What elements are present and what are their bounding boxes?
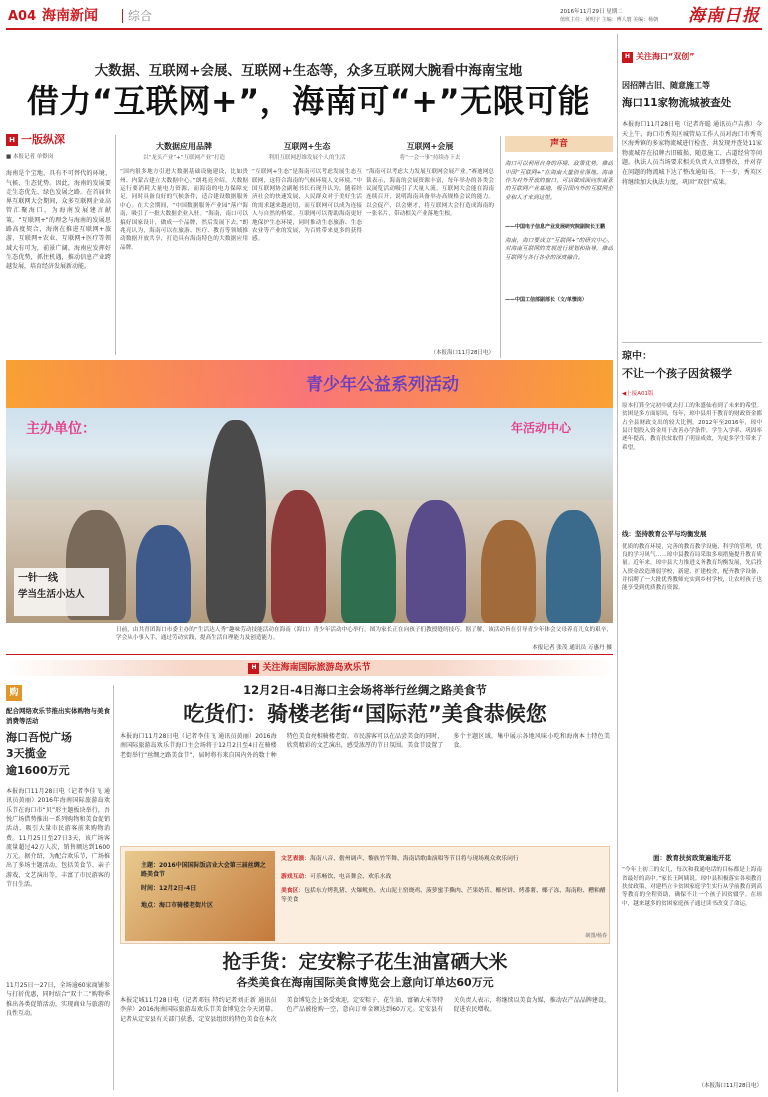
story-tag <box>622 52 762 63</box>
info-row: 游戏互动：可乐畅饮、电音舞会、欢乐水战 <box>281 874 392 880</box>
tag-icon: H <box>6 134 18 146</box>
story-body: 原本打算全完初中就去打工的朱盛仙看到了未来的希望。贫困是多方面原因，每年，琼中县用于教育的财政资金都占全县财政支出的较大比例。2012年至2016年，琼中县计划投入资金用于改善办学条件，学生入学率、巩固率逐年提高，教育扶贫取得了明显成效，为更多学生带来了希望。 <box>622 402 762 451</box>
editor-line: 值班主任：黄明宇 主编：傅人寰 美编：杨朝 <box>560 17 659 23</box>
divider <box>113 685 114 1090</box>
info-row-label: 文艺表演 <box>281 856 305 862</box>
info-time-label: 时间： <box>141 885 160 892</box>
travel-strip <box>6 660 613 676</box>
story-headline: 海口11家物流城被查处 <box>622 96 732 109</box>
info-row-text: 海南八音、儋州调声、黎族竹竿舞、海南话歌曲演唱等节目将与现场观众欢乐同行 <box>310 856 519 862</box>
masthead-logo: 海南日报 <box>688 6 760 26</box>
person-figure <box>481 520 536 623</box>
tag-icon: H <box>248 663 259 674</box>
story-subhead: 面：教育扶贫政策遍地开花 <box>653 853 731 862</box>
travel-mid-body: 本报海口11月28日电（记者李佳飞 通讯员黄丽）2016海南国际旅游岛欢乐节海口主会场将于12月2日至4日在骑楼老街举行“丝绸之路美食节”，届时将有来自国内外的数十种特色美食亮相骑楼老街。市民游客可以在品尝美食的同时，欣赏精彩的文艺演出，感受浓厚的节日氛围。美食节设置了多个主题区域，集中展示各地风味小吃和海南本土特色美食。 <box>120 733 610 759</box>
tag-icon: H <box>622 52 633 63</box>
lead-column-3 <box>366 142 494 357</box>
info-theme: 主题：2016中国国际饭店业大会第三届丝绸之路美食节 <box>141 862 266 878</box>
subsection-name: 综合 <box>128 9 153 23</box>
column-title: 互联网+会展 <box>406 142 454 151</box>
photo-credit: 本报记者 张茂 通讯员 万惠丹 摄 <box>532 645 612 651</box>
quote-body-2: 海南，海口要成立“互联网+”的研究中心，对海南互联网的发展进行规划和指导，推动互联网与各行各业的深度融合。 <box>505 237 613 261</box>
column-subtitle: 将“一会一事”持续办下去 <box>399 154 461 161</box>
date-line: 2016年11月29日 星期二 <box>560 9 623 15</box>
story-headline: 不让一个孩子因贫辍学 <box>622 366 732 380</box>
photo-caption: 日前，由共青团海口市委主办的“生活达人秀”趣味劳动技能活动在海南（海口）青少年活动中心举行，图为家长正在向孩子们教授缝纫技巧。据了解，该活动旨在引导青少年体会父母养育儿女的艰辛，学会从小事入手，通过劳动实践，提高生活自理能力及创造能力。 <box>116 627 612 642</box>
right-mid-story <box>622 350 762 1090</box>
sidebar-tag-label: 一版纵深 <box>21 133 65 146</box>
divider <box>115 135 116 355</box>
bottom-body: 本报定城11月28日电（记者邓钰 特约记者刘正新 通讯员李萍）2016海南国际旅游岛欢乐节美食博览会今天闭幕。记者从定安县有关部门获悉，定安县组织的特色美食在本次美食博览会上备受欢迎，定安粽子、花生油、富硒大米等特色产品被抢购一空，意向订单金额达到60万元。定安县有关负责人表示，将继续以美食为媒，推动农产品品牌建设，促进农民增收。 <box>120 997 610 1023</box>
quote-box-title <box>505 136 613 152</box>
column-subtitle: 以“龙头产业”+“互联网产业”打造 <box>142 154 225 161</box>
bottom-headline: 抢手货：定安粽子花生油富硒大米 <box>222 951 508 973</box>
person-figure <box>271 490 326 623</box>
caption-tag: 一针一线 <box>18 573 58 584</box>
story-kicker: 琼中： <box>622 351 652 362</box>
divider <box>617 34 618 1092</box>
person-figure <box>206 420 266 623</box>
story-headline: 逾1600万元 <box>6 764 70 778</box>
news-photo <box>6 360 613 623</box>
info-credit: 制图/杨春 <box>585 933 607 939</box>
banner-text: 青少年公益系列活动 <box>306 375 459 395</box>
story-body: 优质的教育环境，完善的教育教学设施，科学的管理，优良的学习风气……琼中县教育局采取多项措施提升教育质量。近年来，琼中县大力推进义务教育均衡发展，先后投入资金改造薄弱学校，新建、扩建校舍，配齐教学设备，并招聘了一大批优秀教师充实到乡村学校，让农村孩子也能享受到优质教育资源。 <box>622 543 762 592</box>
event-info-box <box>120 846 610 944</box>
end-note: （本报海口11月28日电） <box>430 350 494 357</box>
story-body: 11月25日一27日，全场逾60家商铺参与打折优惠，同时结合“双十二”购物季推出各类促销活动，实现商业与旅游的良性互动。 <box>6 982 110 1017</box>
info-time-value: 12月2日-4日 <box>159 885 197 892</box>
story-tag-label: 关注海口“双创” <box>636 52 695 62</box>
info-row: 美食区：包括东方烤乳猪、火爆鱿鱼、火山泥土窑烧鸡、菠萝蜜手撕肉、芒果奶昔、椰丝饼、烤番薯、椰子冻、海南粉、糟粕醋等美食 <box>281 888 606 903</box>
quote-attribution: ——中国电子信息产业发展研究院副院长王鹏 <box>505 224 606 231</box>
banner-right-text: 年活动中心 <box>511 421 572 435</box>
info-row-label: 游戏互动 <box>281 874 305 880</box>
story-headline: 海口吾悦广场 <box>6 730 72 744</box>
strip-title: 关注海南国际旅游岛欢乐节 <box>262 662 371 673</box>
right-top-story <box>622 52 762 342</box>
travel-mid-headline: 吃货们：骑楼老街“国际范”美食恭候您 <box>183 702 547 726</box>
caption-sub: 学当生活小达人 <box>18 588 85 600</box>
travel-left-story <box>6 685 110 1085</box>
divider <box>622 342 762 343</box>
lead-sidebar <box>6 133 111 355</box>
lead-kicker: 大数据、互联网+会展、互联网+生态等，众多互联网大腕看中海南宝地 <box>94 63 523 79</box>
story-body: “今年上初三的女儿，每次和我通电话的目标都是上海南省最好的高中。”家长王阿姨说。琼中县积极落实各项教育扶贫政策，对建档立卡贫困家庭学生实行从学前教育到高等教育的全程资助，确保不让一个孩子因贫辍学。在琼中，越来越多的贫困家庭孩子通过读书改变了命运。 <box>622 867 762 907</box>
person-figure <box>136 525 191 623</box>
end-note: （本报海口11月28日电） <box>698 1083 762 1090</box>
sidebar-author: ■ 本报记者 单憬岗 <box>6 153 54 160</box>
bottom-kicker: 各类美食在海南国际美食博览会上意向订单达60万元 <box>236 976 494 989</box>
column-title: 互联网+生态 <box>283 142 331 151</box>
story-body: 本报海口11月28日电（记者许聪 通讯员卢吉燕）今天上午，海口市秀英区城管局工作人员对海口市秀英区海秀镇的多家物流城进行检查，共发现并查处11家物流城存在招牌古旧破损、随意施工、占道经营等问题。执法人员当场要求相关负责人立即整改，并对存在问题的物流城下达了整改通知书。下一步，秀英区将继续加大执法力度，巩固“双创”成果。 <box>622 120 762 186</box>
divider <box>6 654 613 655</box>
lead-column-2 <box>252 142 362 354</box>
info-place: 地点：海口市骑楼老街片区 <box>141 902 214 909</box>
column-title: 大数据应用品牌 <box>156 142 212 151</box>
section-name: 海南新闻 <box>42 8 98 24</box>
info-row-text: 可乐畅饮、电音舞会、欢乐水战 <box>310 874 392 880</box>
page-number: A04 <box>8 9 37 24</box>
quote-attribution-2: ——中国工信部副部长（文/单憬岗） <box>505 296 587 303</box>
header-divider <box>122 9 123 23</box>
quote-title: 声音 <box>549 139 568 149</box>
story-subhead: 线：坚持教育公平与均衡发展 <box>622 529 707 538</box>
story-headline: 3天揽金 <box>6 747 47 761</box>
person-figure <box>341 510 396 623</box>
banner-left-text: 主办单位： <box>26 421 96 437</box>
person-figure <box>546 510 601 623</box>
info-row-label: 美食区 <box>281 888 299 894</box>
info-time <box>141 885 269 893</box>
column-subtitle: 利用互联网思维发展个人的生活 <box>268 154 346 161</box>
header-rule <box>6 28 762 30</box>
continued-tag: ◀上接A01版 <box>622 391 654 398</box>
quote-body: 海口可以利用自身的环境、政策优势，推动中国“互联网+”在海南大量创业落地。海南作为对外开放的窗口，可以做成面向东南亚的互联网产业基地，吸引国内外的互联网企业和人才来到这里。 <box>505 161 613 201</box>
sidebar-tag <box>6 133 111 148</box>
shopping-icon: 购 <box>6 685 22 701</box>
lead-headline: 借力“互联网+”，海南可“+”无限可能 <box>26 82 591 120</box>
info-row-text: 包括东方烤乳猪、火爆鱿鱼、火山泥土窑烧鸡、菠萝蜜手撕肉、芒果奶昔、椰丝饼、烤番薯、椰子冻、海南粉、糟粕醋等美食 <box>281 888 606 903</box>
sidebar-body: 海南是个宝地，具有不可替代的环境、气候、生态优势。因此，海南的发展要走生态优先、绿色发展之路。在首届世界互联网大会期间，众多互联网企业高管汇聚海口，为海南发展建言献策。“互联网+”的理念与海南的发展思路高度契合，海南在推进互联网+旅游、互联网+农业、互联网+医疗等领域大有可为，前景广阔。海南应发挥好生态优势，抓住机遇，推动信息产业跨越发展，培育经济发展新动能。 <box>6 170 111 271</box>
travel-mid-kicker: 12月2日-4日海口主会场将举行丝绸之路美食节 <box>243 683 487 697</box>
person-figure <box>406 500 466 623</box>
story-kicker: 因招牌古旧、随意施工等 <box>622 81 710 90</box>
caption-overlay <box>14 568 109 616</box>
info-row: 文艺表演：海南八音、儋州调声、黎族竹竿舞、海南话歌曲演唱等节目将与现场观众欢乐同行 <box>281 856 519 862</box>
lead-column-1 <box>120 142 248 354</box>
column-body: “互联网+生态”是海南可以考虑发展生态互联网，这符合海南的气候环境人文环境。”中国互联网协会副秘书长石现升认为，随着经济社会的快速发展，人民群众对于美好生活的需求越来越迫切，而互联网可以成为连接人与自然的桥梁。互联网可以帮助海南更好地保护生态环境，同时推动生态旅游、生态农业等产业的发展，为百姓带来更多的获得感。 <box>252 169 362 243</box>
column-body: “国内很多地方引进大数据基础设施建设，比如贵州、内蒙古建立大数据中心。”朗兆亮介绍，大数据运行要消耗大量电力资源，而海南的电力保障充足，同时具备良好的气候条件，适合建设数据服务中心。在大会期间，“中国数据服务产业园”落户海南，吸引了一批大数据企业入驻。“海南，南口可以搞好国家设计，做成一个品牌，然后发展下去。”朗兆亮认为，海南可以在旅游、医疗、教育等领域推动数据开放共享，打造具有海南特色的大数据应用品牌。 <box>120 169 248 251</box>
story-kicker: 配合网络欢乐节推出实体购物与美食消费等活动 <box>6 707 110 725</box>
page-header <box>0 0 768 32</box>
quote-box <box>500 136 613 358</box>
column-body: “海南可以考虑大力发展互联网会展产业。”赛迪网总裁表示，海南的会展资源丰富，每年举办的各类会议展览活动吸引了大量人流。互联网大会能在海南连续召开，说明海南具备举办高规格会议的能力。以会促产、以会聚才，将互联网大会打造成海南的一张名片，带动相关产业落地生根。 <box>366 169 494 218</box>
story-body: 本报海口11月28日电（记者李佳飞 通讯员黄丽）2016年海南国际旅游岛欢乐节在海口市“贝”形主题板块举行，吾悦广场借势推出一系列购物和美食促销活动，吸引大量市民游客前来购物消费。11月25日至27日3天，该广场客流量超过42万人次，销售额达到1600万元。据介绍，为配合欢乐节，广场推出了多场主题活动，包括美食节、亲子游戏、文艺演出等，丰富了市民游客的节日生活。 <box>6 788 110 888</box>
